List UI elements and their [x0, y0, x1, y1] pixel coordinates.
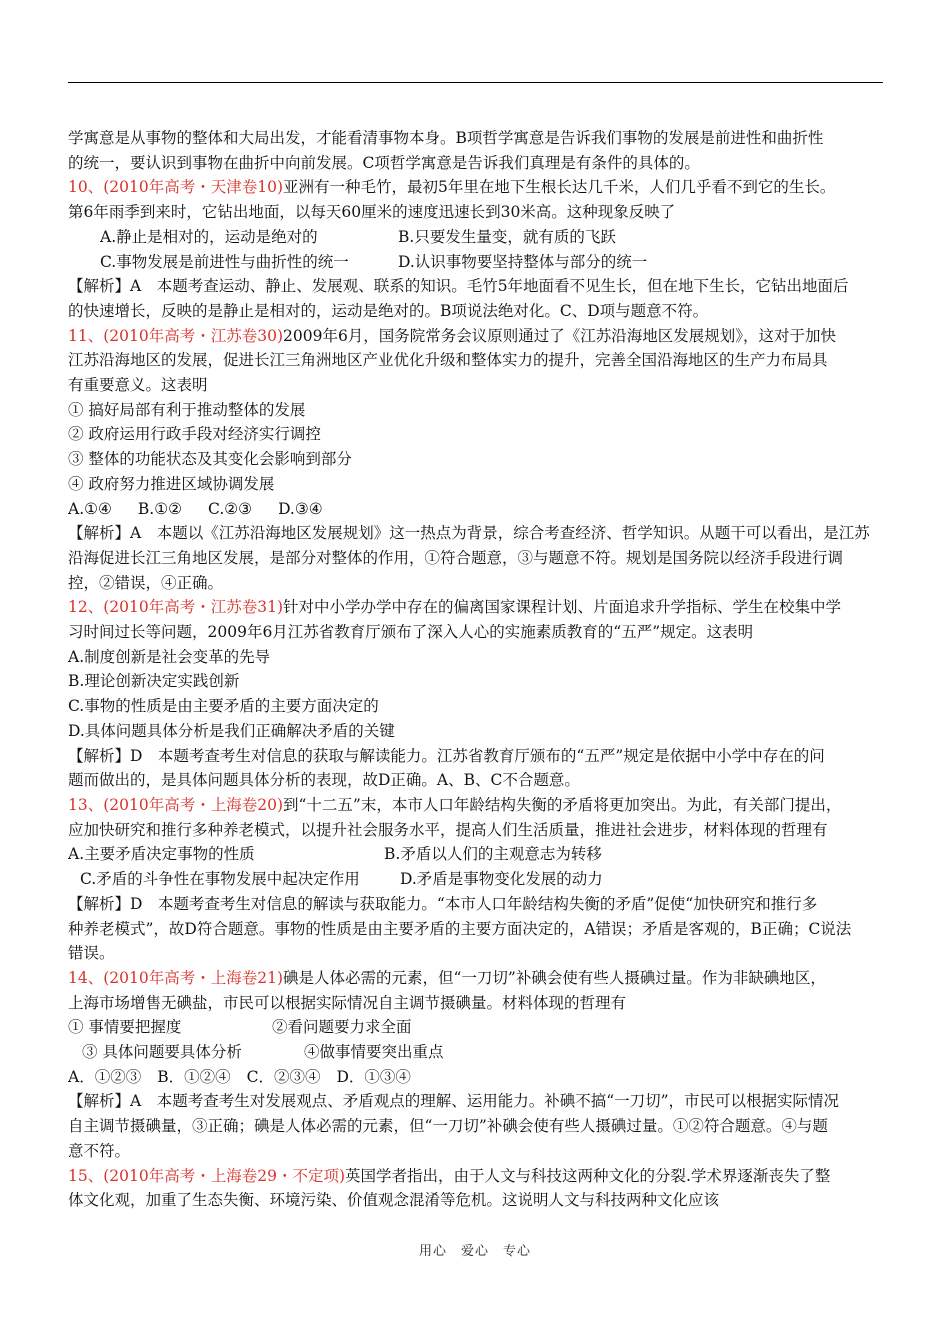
question-number: 11、: [68, 326, 104, 345]
statement: ④ 政府努力推进区域协调发展: [68, 474, 275, 493]
question-13-stem: [68, 793, 883, 818]
question-text: 有重要意义。这表明: [68, 376, 208, 395]
option-c: C.事物的性质是由主要矛盾的主要方面决定的: [68, 697, 379, 716]
analysis-text: 错误。: [68, 944, 115, 963]
intro-line: 学寓意是从事物的整体和大局出发，才能看清事物本身。B项哲学寓意是告诉我们事物的发展是前进性和曲折性: [68, 129, 824, 147]
option-a: A.主要矛盾决定事物的性质: [68, 845, 255, 864]
analysis-text: 意不符。: [68, 1141, 131, 1160]
option-a: A．①②③: [68, 1067, 142, 1086]
question-source: (2010年高考・江苏卷30): [103, 326, 283, 345]
option-c: C.②③: [208, 499, 253, 518]
question-number: 10、: [68, 178, 104, 197]
statement: ③ 整体的功能状态及其变化会影响到部分: [68, 450, 352, 469]
question-text: 亚洲有一种毛竹，最初5年里在地下生根长达几千米，人们几乎看不到它的生长。: [283, 178, 836, 197]
option-b: B.理论创新决定实践创新: [68, 672, 240, 691]
question-source: (2010年高考・上海卷29・不定项): [103, 1166, 345, 1185]
option-a: A.静止是相对的，运动是绝对的: [100, 227, 318, 246]
option-row: [68, 225, 883, 250]
analysis-text: 【解析】D 本题考查考生对信息的获取与解读能力。江苏省教育厅颁布的“五严”规定是依据中小学中存在的问: [68, 746, 825, 765]
question-14-stem: [68, 966, 883, 991]
statement: ④做事情要突出重点: [304, 1043, 444, 1062]
option-a: A.制度创新是社会变革的先导: [68, 647, 271, 666]
option-a: A.①④: [68, 499, 112, 518]
question-text: 针对中小学办学中存在的偏离国家课程计划、片面追求升学指标、学生在校集中学: [283, 598, 842, 617]
analysis-text: 控，②错误，④正确。: [68, 573, 224, 592]
option-c: C．②③④: [246, 1067, 321, 1086]
option-b: B．①②④: [157, 1067, 231, 1086]
option-b: B.矛盾以人们的主观意志为转移: [384, 845, 602, 864]
question-text: 英国学者指出，由于人文与科技这两种文化的分裂.学术界逐渐丧失了整: [345, 1166, 831, 1185]
statement: ① 事情要把握度: [68, 1018, 182, 1037]
option-c: C.矛盾的斗争性在事物发展中起决定作用: [80, 870, 360, 889]
option-row: [68, 867, 883, 892]
statement-row: [68, 1040, 883, 1065]
option-b: B.只要发生量变，就有质的飞跃: [398, 227, 616, 246]
question-text: 江苏沿海地区的发展，促进长江三角洲地区产业优化升级和整体实力的提升，完善全国沿海地区的生产力布局具: [68, 351, 828, 370]
question-source: (2010年高考・上海卷20): [103, 795, 283, 814]
statement: ②看问题要力求全面: [272, 1018, 412, 1037]
analysis-text: 【解析】D 本题考查考生对信息的解读与获取能力。“本市人口年龄结构失衡的矛盾”促使“加快研究和推行多: [68, 894, 818, 913]
question-text: 习时间过长等问题，2009年6月江苏省教育厅颁布了深入人心的实施素质教育的“五严”规定。这表明: [68, 623, 754, 642]
question-source: (2010年高考・天津卷10): [103, 178, 283, 197]
question-text: 碘是人体必需的元素，但“一刀切”补碘会使有些人摄碘过量。作为非缺碘地区，: [283, 968, 826, 987]
question-number: 15、: [68, 1166, 104, 1185]
question-text: 到“十二五”末，本市人口年龄结构失衡的矛盾将更加突出。为此，有关部门提出，: [283, 795, 842, 814]
statement: ② 政府运用行政手段对经济实行调控: [68, 425, 321, 444]
option-row: [68, 842, 883, 867]
question-source: (2010年高考・上海卷21): [103, 968, 283, 987]
option-row: [68, 250, 883, 275]
analysis-text: 沿海促进长江三角地区发展，是部分对整体的作用，①符合题意，③与题意不符。规划是国务院以经济手段进行调: [68, 548, 844, 567]
question-text: 体文化观，加重了生态失衡、环境污染、价值观念混淆等危机。这说明人文与科技两种文化应该: [68, 1191, 720, 1210]
question-15-stem: [68, 1164, 883, 1189]
question-number: 14、: [68, 968, 104, 987]
question-text: 应加快研究和推行多种养老模式，以提升社会服务水平，提高人们生活质量，推进社会进步，材料体现的哲理有: [68, 820, 828, 839]
analysis-text: 【解析】A 本题以《江苏沿海地区发展规划》这一热点为背景，综合考查经济、哲学知识。从题干可以看出，是江苏: [68, 524, 870, 543]
question-number: 13、: [68, 795, 104, 814]
question-10-stem: [68, 175, 883, 200]
option-d: D.矛盾是事物变化发展的动力: [400, 870, 603, 889]
question-number: 12、: [68, 598, 104, 617]
statement: ① 搞好局部有利于推动整体的发展: [68, 400, 306, 419]
document-body: [68, 126, 883, 1213]
option-row: [68, 1065, 883, 1090]
question-12-stem: [68, 595, 883, 620]
question-11-stem: [68, 324, 883, 349]
question-text: 第6年雨季到来时，它钻出地面，以每天60厘米的速度迅速长到30米高。这种现象反映了: [68, 203, 676, 222]
option-b: B.①②: [137, 499, 183, 518]
analysis-text: 种养老模式”，故D符合题意。事物的性质是由主要矛盾的主要方面决定的，A错误；矛盾是客观的，B正确；C说法: [68, 919, 852, 938]
option-d: D．①③④: [336, 1067, 411, 1086]
question-text: 2009年6月，国务院常务会议原则通过了《江苏沿海地区发展规划》，这对于加快: [283, 326, 837, 345]
question-source: (2010年高考・江苏卷31): [103, 598, 283, 617]
option-c: C.事物发展是前进性与曲折性的统一: [100, 252, 349, 271]
analysis-text: 题而做出的，是具体问题具体分析的表现，故D正确。A、B、C不合题意。: [68, 771, 580, 790]
analysis-text: 【解析】A 本题考查考生对发展观点、矛盾观点的理解、运用能力。补碘不搞“一刀切”，市民可以根据实际情况: [68, 1092, 840, 1111]
question-text: 上海市场增售无碘盐，市民可以根据实际情况自主调节摄碘量。材料体现的哲理有: [68, 993, 627, 1012]
analysis-text: 自主调节摄碘量，③正确；碘是人体必需的元素，但“一刀切”补碘会使有些人摄碘过量。①②符合题意。④与题: [68, 1117, 828, 1136]
header-rule: [68, 82, 883, 83]
option-d: D.具体问题具体分析是我们正确解决矛盾的关键: [68, 721, 395, 740]
option-row: [68, 497, 883, 522]
analysis-text: 的快速增长，反映的是静止是相对的，运动是绝对的。B项说法绝对化。C、D项与题意不符。: [68, 301, 709, 320]
option-d: D.③④: [278, 499, 323, 518]
statement-row: [68, 1015, 883, 1040]
intro-line: 的统一，要认识到事物在曲折中向前发展。C项哲学寓意是告诉我们真理是有条件的具体的。: [68, 153, 700, 172]
analysis-text: 【解析】A 本题考查运动、静止、发展观、联系的知识。毛竹5年地面看不见生长，但在地下生长，它钻出地面后: [68, 277, 849, 296]
page-footer: 用心 爱心 专心: [418, 1244, 531, 1259]
statement: ③ 具体问题要具体分析: [82, 1043, 242, 1062]
option-d: D.认识事物要坚持整体与部分的统一: [398, 252, 648, 271]
